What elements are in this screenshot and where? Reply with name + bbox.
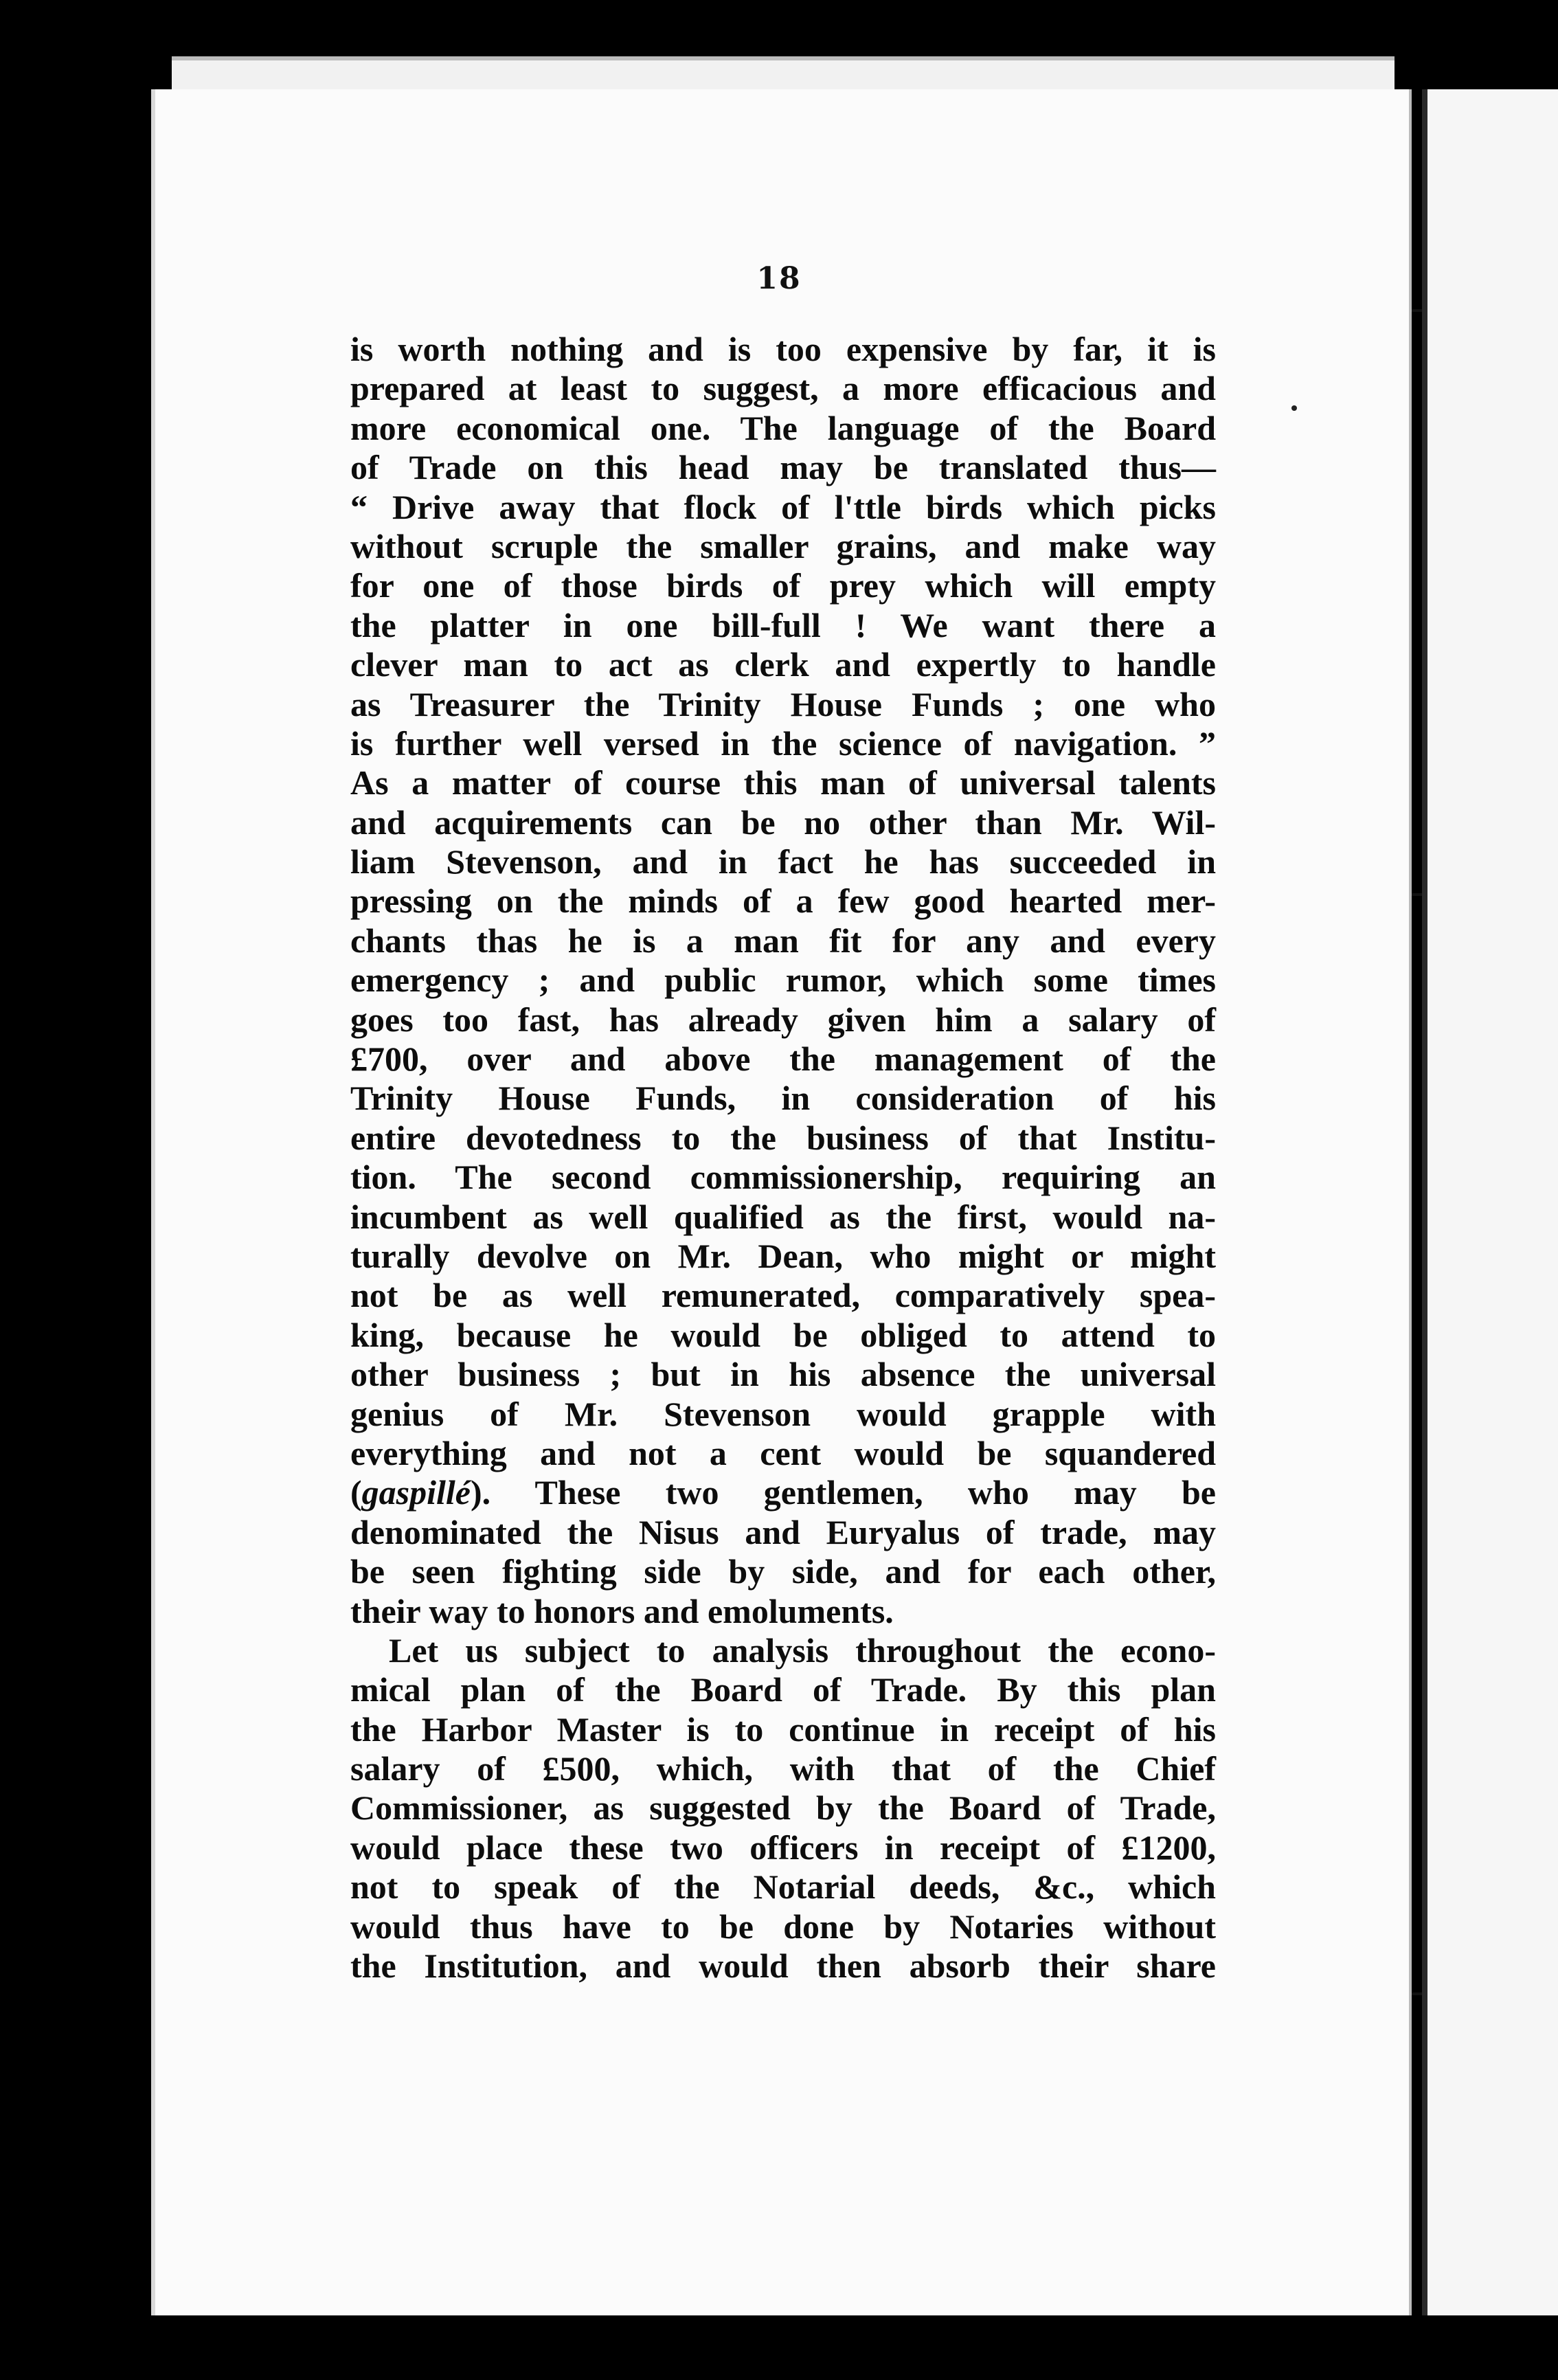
text-line: denominated the Nisus and Euryalus of trade, may [350,1512,1216,1551]
text-line: entire devotedness to the business of that Institu- [350,1118,1216,1157]
text-line: £700, over and above the management of the [350,1040,1216,1079]
text-line: more economical one. The language of the Board [350,408,1216,447]
text-line: turally devolve on Mr. Dean, who might or might [350,1236,1216,1275]
text-line: genius of Mr. Stevenson would grapple with [350,1394,1216,1433]
text-line: the Institution, and would then absorb their share [350,1946,1216,1986]
text-line: for one of those birds of prey which will empty [350,566,1216,605]
page-number: 18 [756,261,802,296]
italic-word: gaspillé [361,1473,471,1512]
text-line: liam Stevenson, and in fact he has succeeded in [350,842,1216,882]
text-line: as Treasurer the Trinity House Funds ; one who [350,684,1216,723]
text-line: would place these two officers in receipt of £1200, [350,1828,1216,1867]
text-line: without scruple the smaller grains, and make way [350,526,1216,565]
text-line: pressing on the minds of a few good hearted mer- [350,882,1216,921]
text-line: other business ; but in his absence the universal [350,1355,1216,1394]
text-line: king, because he would be obliged to attend to [350,1315,1216,1354]
text-line: be seen fighting side by side, and for each other, [350,1552,1216,1591]
text-line: Trinity House Funds, in consideration of his [350,1079,1216,1118]
text-line: mical plan of the Board of Trade. By this plan [350,1670,1216,1709]
text-line: everything and not a cent would be squandered [350,1433,1216,1472]
text-line: (gaspillé). These two gentlemen, who may be [350,1473,1216,1512]
text-line: incumbent as well qualified as the first, would na- [350,1197,1216,1236]
adjacent-page-edge [1422,89,1558,2315]
body-text [350,330,1216,1986]
text-line: Commissioner, as suggested by the Board of Trade, [350,1788,1216,1828]
text-line: is worth nothing and is too expensive by far, it is [350,330,1216,368]
text-line: the Harbor Master is to continue in receipt of his [350,1709,1216,1749]
text-line: clever man to act as clerk and expertly to handle [350,645,1216,684]
text-line: chants thas he is a man fit for any and every [350,921,1216,960]
text-line: their way to honors and emoluments. [350,1591,894,1630]
text-line: not be as well remunerated, comparatively spea- [350,1276,1216,1315]
text-line: prepared at least to suggest, a more efficacious and [350,369,1216,408]
text-line: of Trade on this head may be translated thus— [350,448,1216,487]
text-line: salary of £500, which, with that of the Chief [350,1749,1216,1788]
text-line: would thus have to be done by Notaries without [350,1907,1216,1946]
text-line: tion. The second commissionership, requiring an [350,1158,1216,1197]
text-line: and acquirements can be no other than Mr. Wil- [350,802,1216,842]
text-line: goes too fast, has already given him a salary of [350,1000,1216,1039]
text-line: not to speak of the Notarial deeds, &c., which [350,1867,1216,1907]
text-line: Let us subject to analysis throughout the econo- [389,1630,1216,1670]
text-line: emergency ; and public rumor, which some times [350,961,1216,1000]
text-line: is further well versed in the science of navigation. ” [350,723,1216,763]
text-line: As a matter of course this man of universal talents [350,763,1216,802]
ink-speck [1291,405,1297,411]
text-line: “ Drive away that flock of l'ttle birds which picks [350,487,1216,526]
text-line: the platter in one bill-full ! We want there a [350,605,1216,644]
